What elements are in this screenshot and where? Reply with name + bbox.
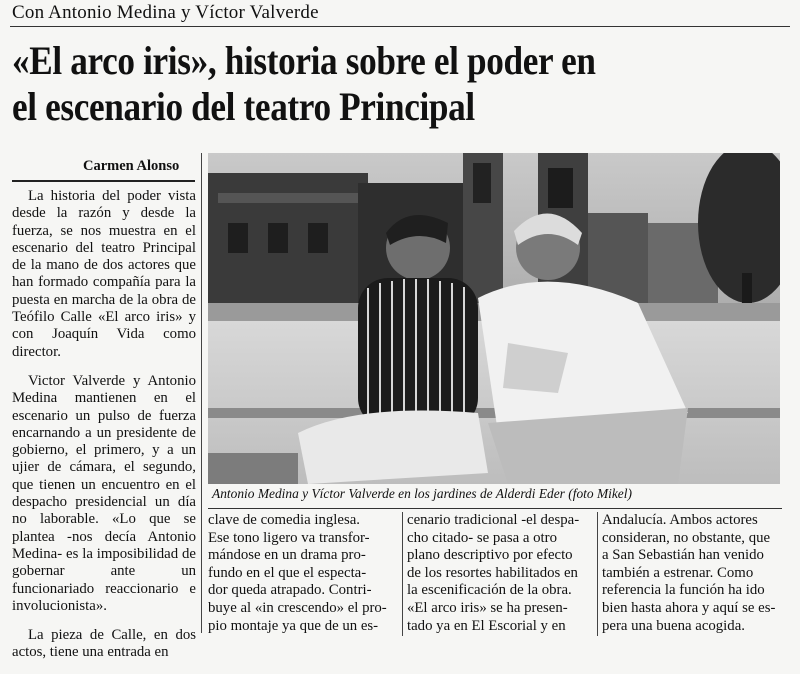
text-line: cho citado- se pasa a otro [407,529,557,546]
top-rule [10,26,790,27]
text-line: consideran, no obstante, que [602,529,771,546]
text-line: pera una buena acogida. [602,617,745,634]
text-line: mándose en un drama pro- [208,547,366,564]
article-column-left [12,188,196,674]
section-kicker: Con Antonio Medina y Víctor Valverde [12,2,319,23]
caption-rule [208,508,782,509]
text-line: «El arco iris» se ha presen- [407,599,568,616]
paragraph-2: Victor Valverde y Antonio Medina mantienen en el escenario un pulso de fuerza encarnando a un presidente de gobierno, el primero, y a un ujier de cámara, el segundo, que tienen un encuentro en el despacho presidencial un día no laborable. «Lo que se plantea -nos decía Antonio Medina- es la imposibilidad de gobernar ante un funcionariado reaccionario e involucionista». [12,372,196,614]
article-column-2 [208,512,398,635]
text-line: dor queda atrapado. Contri- [208,582,372,599]
text-line: la escenificación de la obra. [407,582,572,599]
text-line: plano descriptivo por efecto [407,547,573,564]
paragraph-3: La pieza de Calle, en dos actos, tiene una entrada en [12,627,196,661]
column-divider-3 [597,512,598,636]
text-line: de los resortes habilitados en [407,564,578,581]
photo [208,153,780,484]
column-divider-left [201,153,202,633]
text-line: Ese tono ligero va transfor- [208,529,370,546]
text-line: tado ya en El Escorial y en [407,617,566,634]
byline-rule [12,180,195,182]
text-line: pio montaje ya que de un es- [208,617,379,634]
text-line: también a estrenar. Como [602,564,754,581]
headline-line-1: «El arco iris», historia sobre el poder en [12,38,596,83]
text-line: a San Sebastián han venido [602,547,764,564]
photo-illustration [208,153,780,484]
article-column-3 [407,512,595,635]
photo-caption: Antonio Medina y Víctor Valverde en los jardines de Alderdi Eder (foto Mikel) [212,486,632,501]
text-line: cenario tradicional -el despa- [407,512,580,528]
text-line: clave de comedia inglesa. [208,512,361,528]
text-line: Andalucía. Ambos actores [602,512,758,528]
column-divider-2 [402,512,403,636]
headline-line-2: el escenario del teatro Principal [12,84,475,129]
article-column-4 [602,512,792,635]
paragraph-1: La historia del poder vista desde la razón y desde la fuerza, se nos muestra en el escenario del teatro Principal de la mano de dos actores que han formado compañía para la puesta en marcha de la obra de Teófilo Calle «El arco iris» y con Joaquín Vida como director. [12,188,196,360]
text-line: referencia la función ha ido [602,582,765,599]
text-line: bien hasta ahora y aquí se es- [602,599,776,616]
text-line: fundo en el que el especta- [208,564,367,581]
byline: Carmen Alonso [83,158,180,174]
text-line: buye al «in crescendo» el pro- [208,599,387,616]
